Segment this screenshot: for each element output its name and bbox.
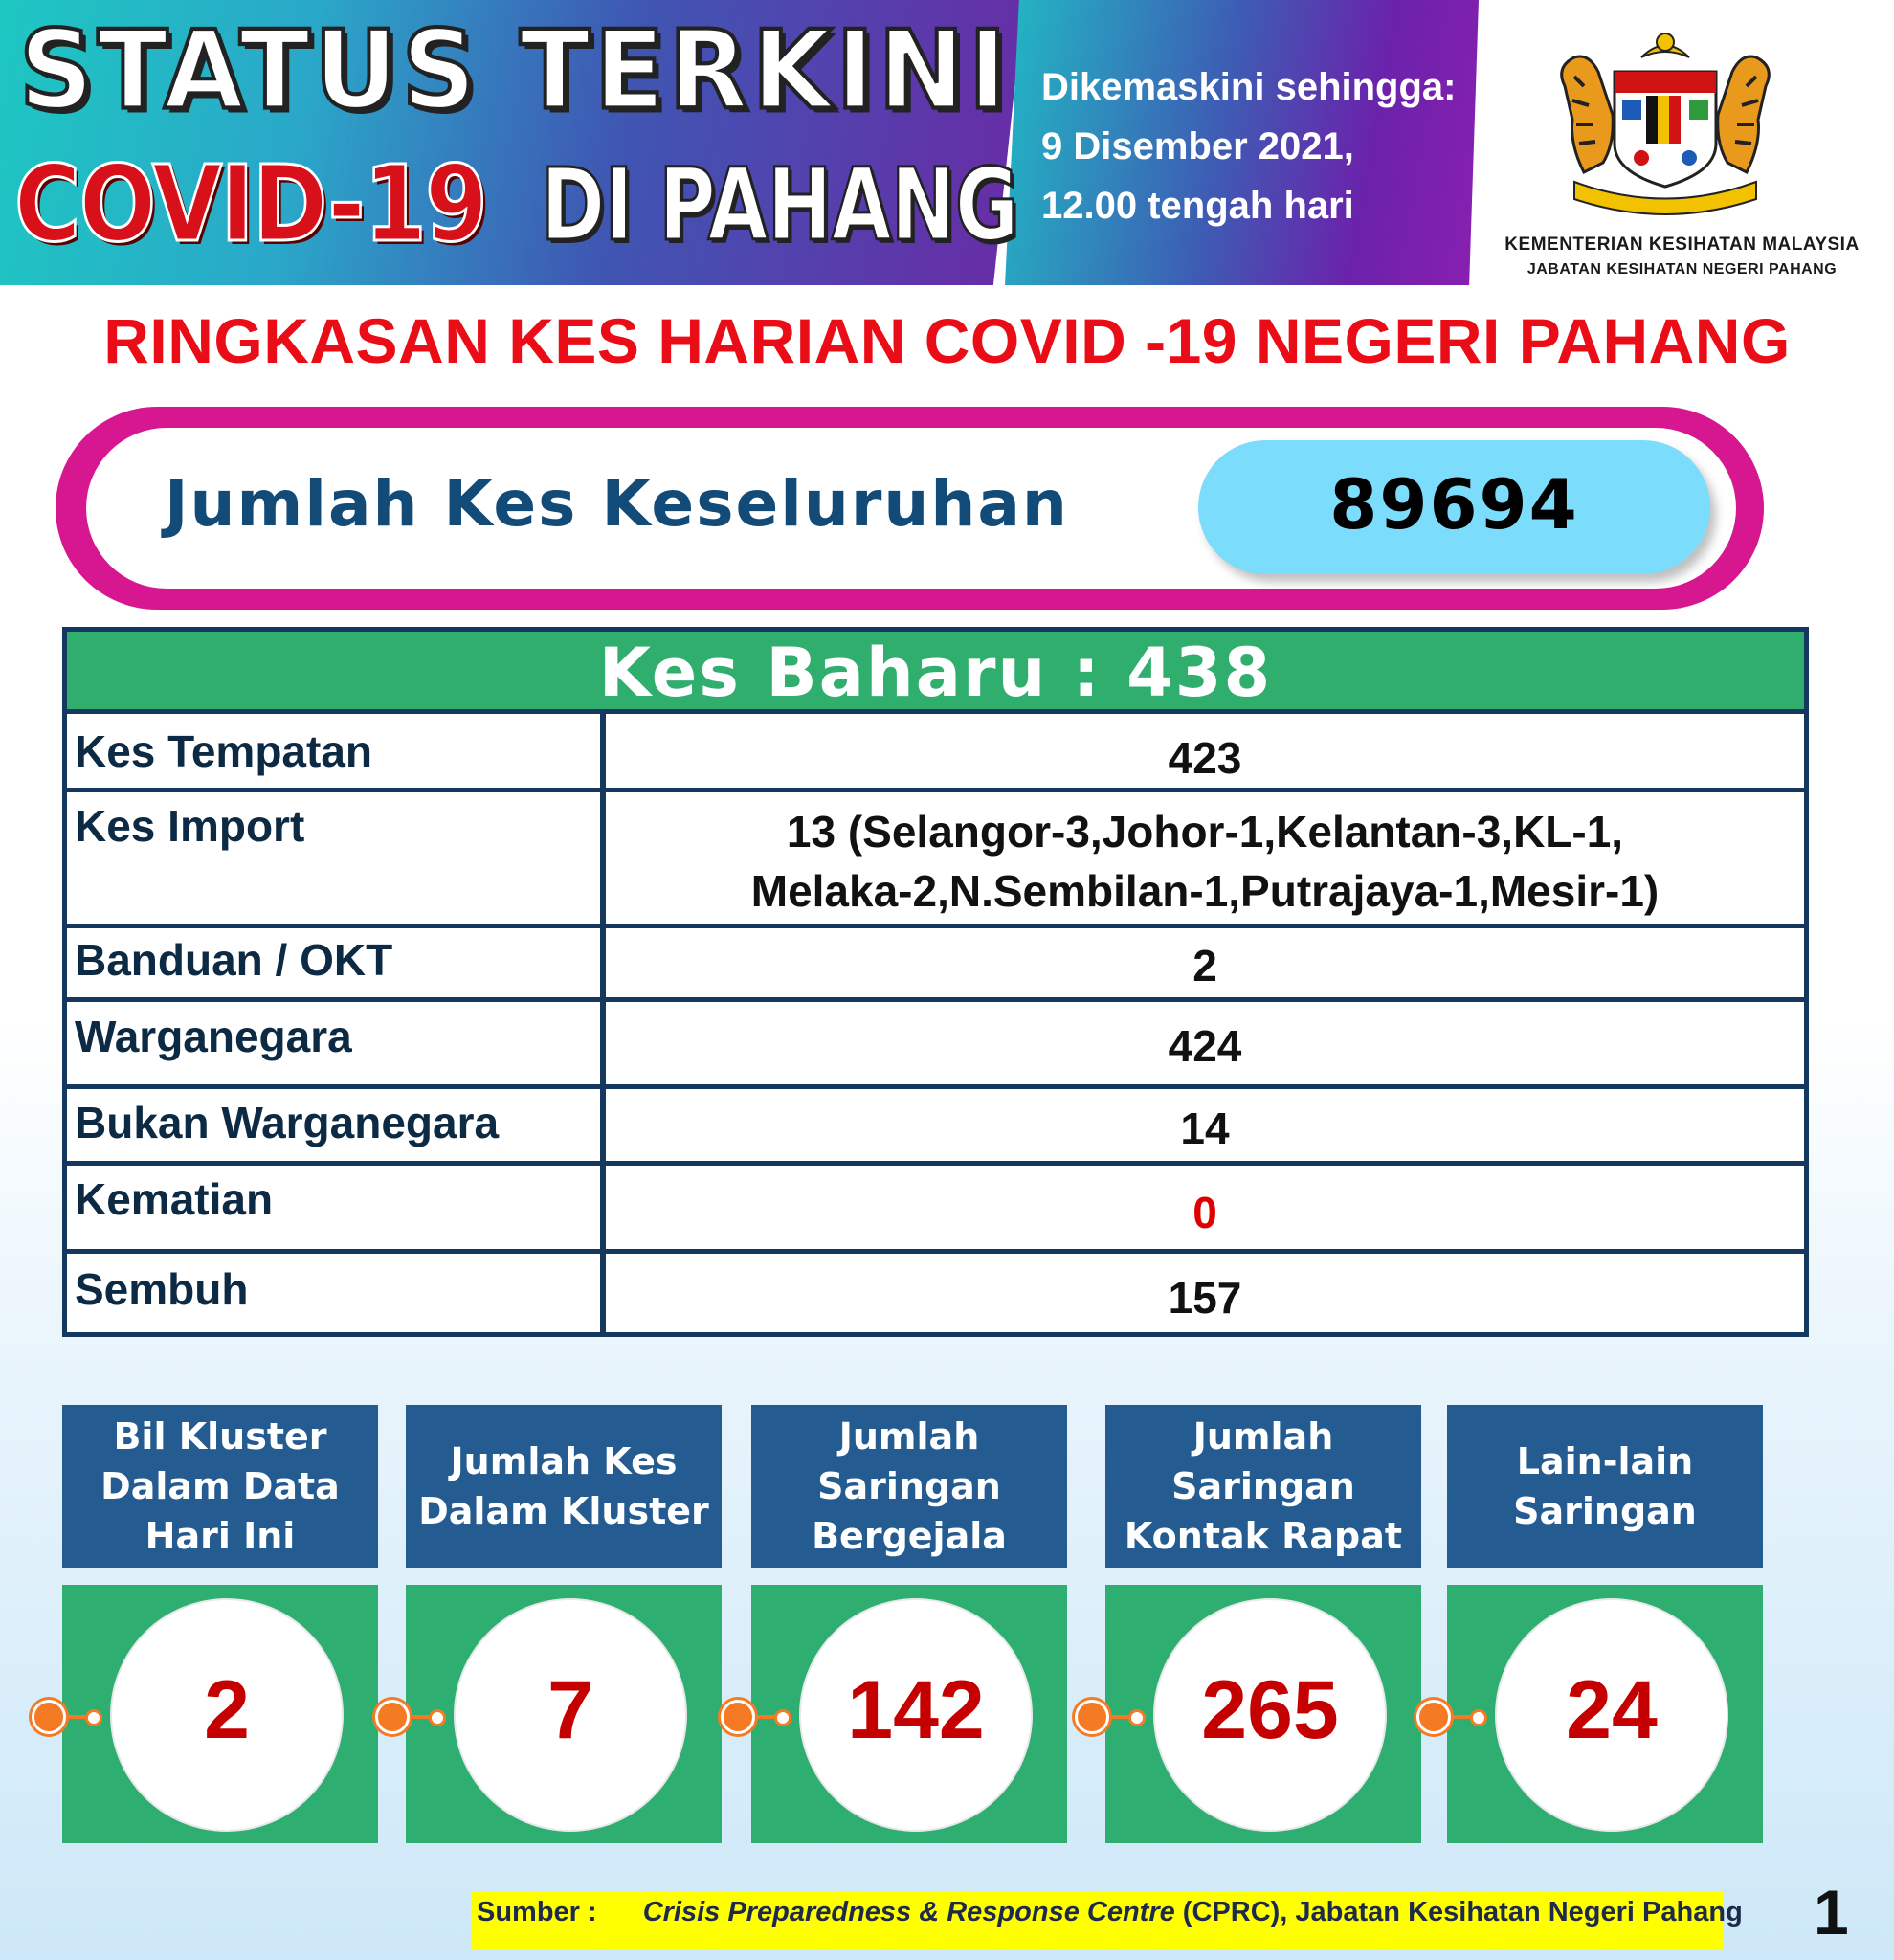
connector-dot-icon — [375, 1700, 410, 1734]
table-row-divider — [67, 924, 1804, 928]
card-value: 24 — [1566, 1664, 1658, 1756]
connector-end-icon — [1128, 1709, 1146, 1726]
row-label-sembuh: Sembuh — [75, 1264, 249, 1314]
row-value-kematian: 0 — [1192, 1188, 1217, 1237]
connector-line — [66, 1715, 87, 1719]
card-value: 2 — [204, 1664, 250, 1756]
source-department: (CPRC), Jabatan Kesihatan Negeri Pahang — [1174, 1897, 1743, 1927]
source-organisation: Crisis Preparedness & Response Centre — [642, 1897, 1175, 1927]
table-row-divider — [67, 997, 1804, 1002]
card-value: 7 — [547, 1664, 593, 1756]
row-label-banduan-okt: Banduan / OKT — [75, 935, 393, 985]
update-date: 9 Disember 2021, — [1041, 125, 1354, 167]
card-value: 142 — [847, 1664, 985, 1756]
card-title: Lain-lain Saringan — [1447, 1405, 1763, 1568]
connector-end-icon — [85, 1709, 102, 1726]
card-title: Bil Kluster Dalam Data Hari Ini — [62, 1405, 378, 1568]
connector-dot-icon — [1075, 1700, 1109, 1734]
coat-of-arms-icon — [1546, 29, 1785, 220]
ministry-block — [1479, 234, 1885, 278]
row-value-kes-import-line1: 13 (Selangor-3,Johor-1,Kelantan-3,KL-1, — [786, 807, 1624, 857]
connector-line — [1451, 1715, 1472, 1719]
card-title: Jumlah Kes Dalam Kluster — [406, 1405, 722, 1568]
update-info — [1041, 57, 1462, 235]
connector-line — [410, 1715, 431, 1719]
row-value-warganegara: 424 — [1168, 1021, 1242, 1071]
page-number: 1 — [1814, 1877, 1849, 1948]
connector-end-icon — [1470, 1709, 1487, 1726]
row-value-banduan-okt: 2 — [1192, 941, 1217, 991]
ministry-name: KEMENTERIAN KESIHATAN MALAYSIA — [1504, 234, 1860, 255]
row-label-bukan-warganegara: Bukan Warganegara — [75, 1098, 500, 1147]
page-title: RINGKASAN KES HARIAN COVID -19 NEGERI PAHANG — [103, 305, 1791, 376]
row-label-kes-tempatan: Kes Tempatan — [75, 726, 373, 776]
row-value-kes-import-line2: Melaka-2,N.Sembilan-1,Putrajaya-1,Mesir-1) — [750, 866, 1660, 916]
connector-dot-icon — [721, 1700, 755, 1734]
connector-end-icon — [429, 1709, 446, 1726]
connector-dot-icon — [1416, 1700, 1451, 1734]
connector-line — [1109, 1715, 1130, 1719]
connector-line — [755, 1715, 776, 1719]
title-covid: COVID-19 — [14, 143, 487, 265]
row-value-sembuh: 157 — [1168, 1273, 1242, 1323]
table-row-divider — [67, 788, 1804, 792]
department-name: JABATAN KESIHATAN NEGERI PAHANG — [1526, 261, 1838, 278]
row-value-bukan-warganegara: 14 — [1180, 1103, 1230, 1153]
total-cases-value: 89694 — [1329, 464, 1579, 545]
card-title: Jumlah Saringan Bergejala — [751, 1405, 1067, 1568]
row-label-warganegara: Warganegara — [75, 1012, 352, 1061]
row-value-kes-tempatan: 423 — [1168, 733, 1242, 783]
source-text — [477, 1897, 1743, 1928]
table-row-divider — [67, 1161, 1804, 1166]
update-label: Dikemaskini sehingga: — [1041, 66, 1457, 108]
source-label: Sumber : — [477, 1897, 597, 1927]
row-label-kes-import: Kes Import — [75, 801, 305, 851]
new-cases-heading: Kes Baharu : 438 — [598, 634, 1273, 712]
title-di-pahang: DI PAHANG — [541, 146, 1018, 263]
row-label-kematian: Kematian — [75, 1174, 274, 1224]
total-cases-label: Jumlah Kes Keseluruhan — [165, 467, 1069, 541]
title-status-terkini: STATUS TERKINI — [19, 8, 1012, 134]
card-title: Jumlah Saringan Kontak Rapat — [1105, 1405, 1421, 1568]
card-value: 265 — [1201, 1664, 1339, 1756]
connector-end-icon — [774, 1709, 791, 1726]
update-time: 12.00 tengah hari — [1041, 185, 1354, 227]
table-row-divider — [67, 1249, 1804, 1254]
table-row-divider — [67, 1084, 1804, 1089]
connector-dot-icon — [32, 1700, 66, 1734]
